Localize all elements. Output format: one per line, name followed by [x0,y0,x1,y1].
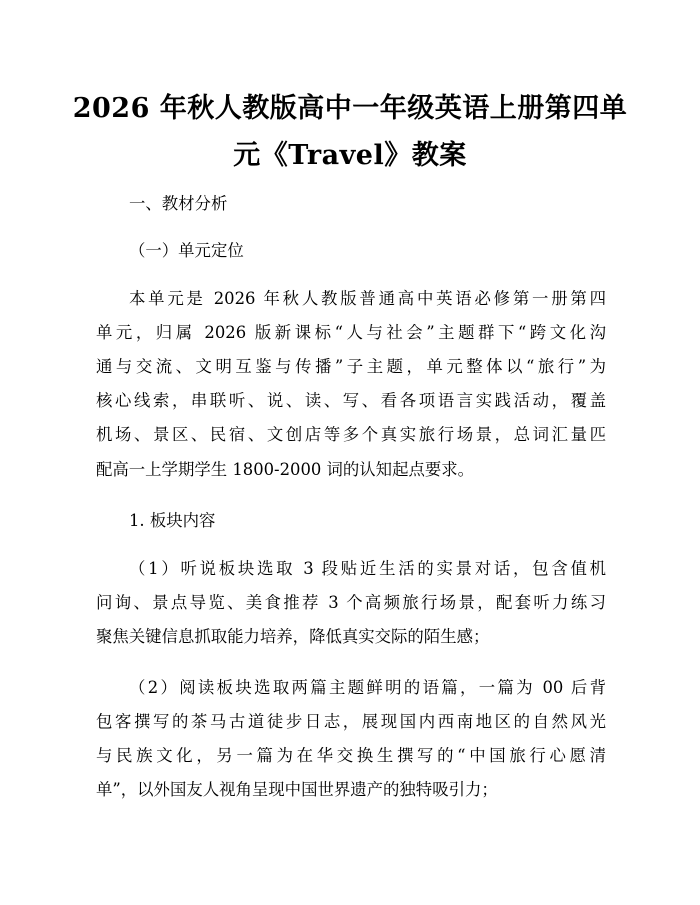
document-title-line-2: 元《Travel》教案 [233,140,467,171]
paragraph-line: 单”，以外国友人视角呈现中国世界遗产的独特吸引力； [96,780,498,799]
paragraph-line: 机场、景区、民宿、文创店等多个真实旅行场景，总词汇量匹 [96,425,606,444]
paragraph-line: 配高一上学期学生 1800-2000 词的认知起点要求。 [96,460,475,479]
paragraph-line: 聚焦关键信息抓取能力培养，降低真实交际的陌生感； [96,627,490,646]
paragraph-line: （1）听说板块选取 3 段贴近生活的实景对话，包含值机 [129,559,606,578]
section-heading-analysis: 一、教材分析 [129,194,228,213]
paragraph-line: 通与交流、文明互鉴与传播”子主题，单元整体以“旅行”为 [96,357,606,376]
subsection-heading-unit-positioning: （一）单元定位 [129,241,244,260]
paragraph-line: 核心线索，串联听、说、读、写、看各项语言实践活动，覆盖 [96,391,606,410]
paragraph-line: 问询、景点导览、美食推荐 3 个高频旅行场景，配套听力练习 [96,593,606,612]
paragraph-line: 包客撰写的茶马古道徒步日志，展现国内西南地区的自然风光 [96,712,606,731]
document-title-line-1: 2026 年秋人教版高中一年级英语上册第四单 [72,93,628,124]
item-heading-module-content: 1. 板块内容 [129,511,216,530]
paragraph-line: 本单元是 2026 年秋人教版普通高中英语必修第一册第四 [129,289,606,308]
paragraph-line: （2）阅读板块选取两篇主题鲜明的语篇，一篇为 00 后背 [129,678,606,697]
paragraph-line: 单元，归属 2026 版新课标“人与社会”主题群下“跨文化沟 [96,323,606,342]
paragraph-line: 与民族文化，另一篇为在华交换生撰写的“中国旅行心愿清 [96,746,606,765]
